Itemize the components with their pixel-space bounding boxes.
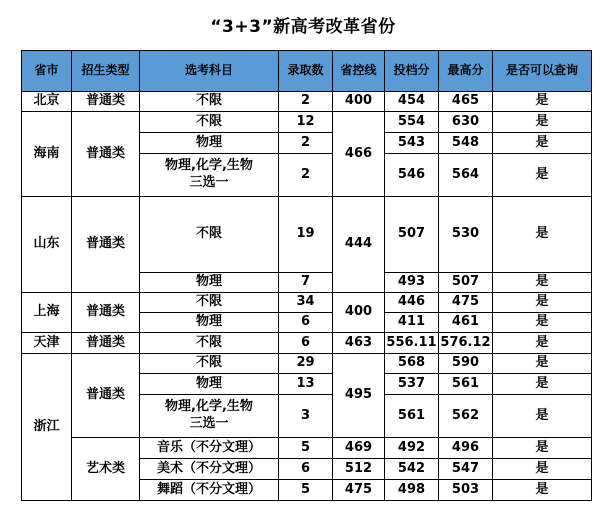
max-cell: 507 — [439, 273, 493, 293]
query-cell: 是 — [493, 459, 592, 480]
tou-cell: 507 — [385, 197, 439, 273]
table-row — [22, 438, 592, 459]
query-cell: 是 — [493, 133, 592, 154]
count-cell: 3 — [279, 395, 333, 438]
admission-table — [21, 50, 592, 501]
query-cell: 是 — [493, 313, 592, 333]
max-cell: 496 — [439, 438, 493, 459]
query-cell: 是 — [493, 354, 592, 374]
control-cell: 400 — [333, 92, 385, 112]
count-cell: 7 — [279, 273, 333, 293]
table-row — [22, 197, 592, 273]
control-cell: 466 — [333, 112, 385, 197]
header-province: 省市 — [22, 51, 72, 92]
query-cell: 是 — [493, 333, 592, 354]
query-cell: 是 — [493, 480, 592, 501]
header-row — [22, 51, 592, 92]
max-cell: 562 — [439, 395, 493, 438]
max-cell: 576.12 — [439, 333, 493, 354]
header-query: 是否可以查询 — [493, 51, 592, 92]
count-cell: 34 — [279, 293, 333, 313]
subject-cell: 不限 — [140, 333, 279, 354]
tou-cell: 537 — [385, 374, 439, 395]
max-cell: 630 — [439, 112, 493, 133]
count-cell: 6 — [279, 333, 333, 354]
count-cell: 12 — [279, 112, 333, 133]
tou-cell: 446 — [385, 293, 439, 313]
query-cell: 是 — [493, 395, 592, 438]
max-cell: 547 — [439, 459, 493, 480]
subject-cell: 不限 — [140, 293, 279, 313]
subject-cell: 美术（不分文理） — [140, 459, 279, 480]
control-cell: 444 — [333, 197, 385, 293]
type-cell: 普通类 — [72, 112, 140, 197]
count-cell: 2 — [279, 92, 333, 112]
max-cell: 564 — [439, 154, 493, 197]
table-row — [22, 92, 592, 112]
count-cell: 29 — [279, 354, 333, 374]
control-cell: 400 — [333, 293, 385, 333]
province-cell: 上海 — [22, 293, 72, 333]
count-cell: 6 — [279, 459, 333, 480]
control-cell: 475 — [333, 480, 385, 501]
subject-cell: 不限 — [140, 92, 279, 112]
subject-cell: 物理 — [140, 133, 279, 154]
type-cell: 普通类 — [72, 92, 140, 112]
type-cell: 普通类 — [72, 293, 140, 333]
max-cell: 561 — [439, 374, 493, 395]
subject-cell — [140, 154, 279, 197]
query-cell: 是 — [493, 293, 592, 313]
tou-cell: 554 — [385, 112, 439, 133]
max-cell: 530 — [439, 197, 493, 273]
subject-cell: 不限 — [140, 197, 279, 273]
subject-cell: 不限 — [140, 112, 279, 133]
type-cell: 普通类 — [72, 333, 140, 354]
province-cell: 北京 — [22, 92, 72, 112]
header-control: 省控线 — [333, 51, 385, 92]
type-cell: 艺术类 — [72, 438, 140, 501]
count-cell: 5 — [279, 438, 333, 459]
control-cell: 495 — [333, 354, 385, 438]
type-cell: 普通类 — [72, 354, 140, 438]
subject-cell — [140, 395, 279, 438]
subject-line: 三选一 — [189, 175, 229, 190]
subject-cell: 物理 — [140, 273, 279, 293]
max-cell: 503 — [439, 480, 493, 501]
max-cell: 548 — [439, 133, 493, 154]
query-cell: 是 — [493, 112, 592, 133]
tou-cell: 492 — [385, 438, 439, 459]
header-tou: 投档分 — [385, 51, 439, 92]
query-cell: 是 — [493, 197, 592, 273]
query-cell: 是 — [493, 154, 592, 197]
query-cell: 是 — [493, 273, 592, 293]
page-title: “3+3”新高考改革省份 — [210, 17, 396, 37]
province-cell: 天津 — [22, 333, 72, 354]
header-type: 招生类型 — [72, 51, 140, 92]
table-row — [22, 333, 592, 354]
tou-cell: 561 — [385, 395, 439, 438]
query-cell: 是 — [493, 438, 592, 459]
subject-cell: 物理 — [140, 313, 279, 333]
tou-cell: 546 — [385, 154, 439, 197]
count-cell: 6 — [279, 313, 333, 333]
count-cell: 2 — [279, 133, 333, 154]
tou-cell: 543 — [385, 133, 439, 154]
tou-cell: 542 — [385, 459, 439, 480]
max-cell: 475 — [439, 293, 493, 313]
query-cell: 是 — [493, 92, 592, 112]
query-cell: 是 — [493, 374, 592, 395]
header-max: 最高分 — [439, 51, 493, 92]
tou-cell: 493 — [385, 273, 439, 293]
type-cell: 普通类 — [72, 197, 140, 293]
control-cell: 463 — [333, 333, 385, 354]
subject-line: 物理,化学,生物 — [165, 158, 253, 174]
table-row — [22, 112, 592, 133]
subject-line: 物理,化学,生物 — [165, 399, 253, 415]
tou-cell: 498 — [385, 480, 439, 501]
subject-cell: 物理 — [140, 374, 279, 395]
max-cell: 465 — [439, 92, 493, 112]
count-cell: 2 — [279, 154, 333, 197]
subject-line: 三选一 — [189, 416, 229, 431]
control-cell: 512 — [333, 459, 385, 480]
subject-cell: 不限 — [140, 354, 279, 374]
tou-cell: 411 — [385, 313, 439, 333]
province-cell: 海南 — [22, 112, 72, 197]
count-cell: 19 — [279, 197, 333, 273]
subject-cell: 音乐（不分文理） — [140, 438, 279, 459]
province-cell: 山东 — [22, 197, 72, 293]
header-subject: 选考科目 — [140, 51, 279, 92]
subject-cell: 舞蹈（不分文理） — [140, 480, 279, 501]
table-row — [22, 293, 592, 313]
count-cell: 13 — [279, 374, 333, 395]
table-row — [22, 354, 592, 374]
control-cell: 469 — [333, 438, 385, 459]
header-count: 录取数 — [279, 51, 333, 92]
max-cell: 461 — [439, 313, 493, 333]
tou-cell: 568 — [385, 354, 439, 374]
tou-cell: 556.11 — [385, 333, 439, 354]
tou-cell: 454 — [385, 92, 439, 112]
count-cell: 5 — [279, 480, 333, 501]
max-cell: 590 — [439, 354, 493, 374]
province-cell: 浙江 — [22, 354, 72, 501]
